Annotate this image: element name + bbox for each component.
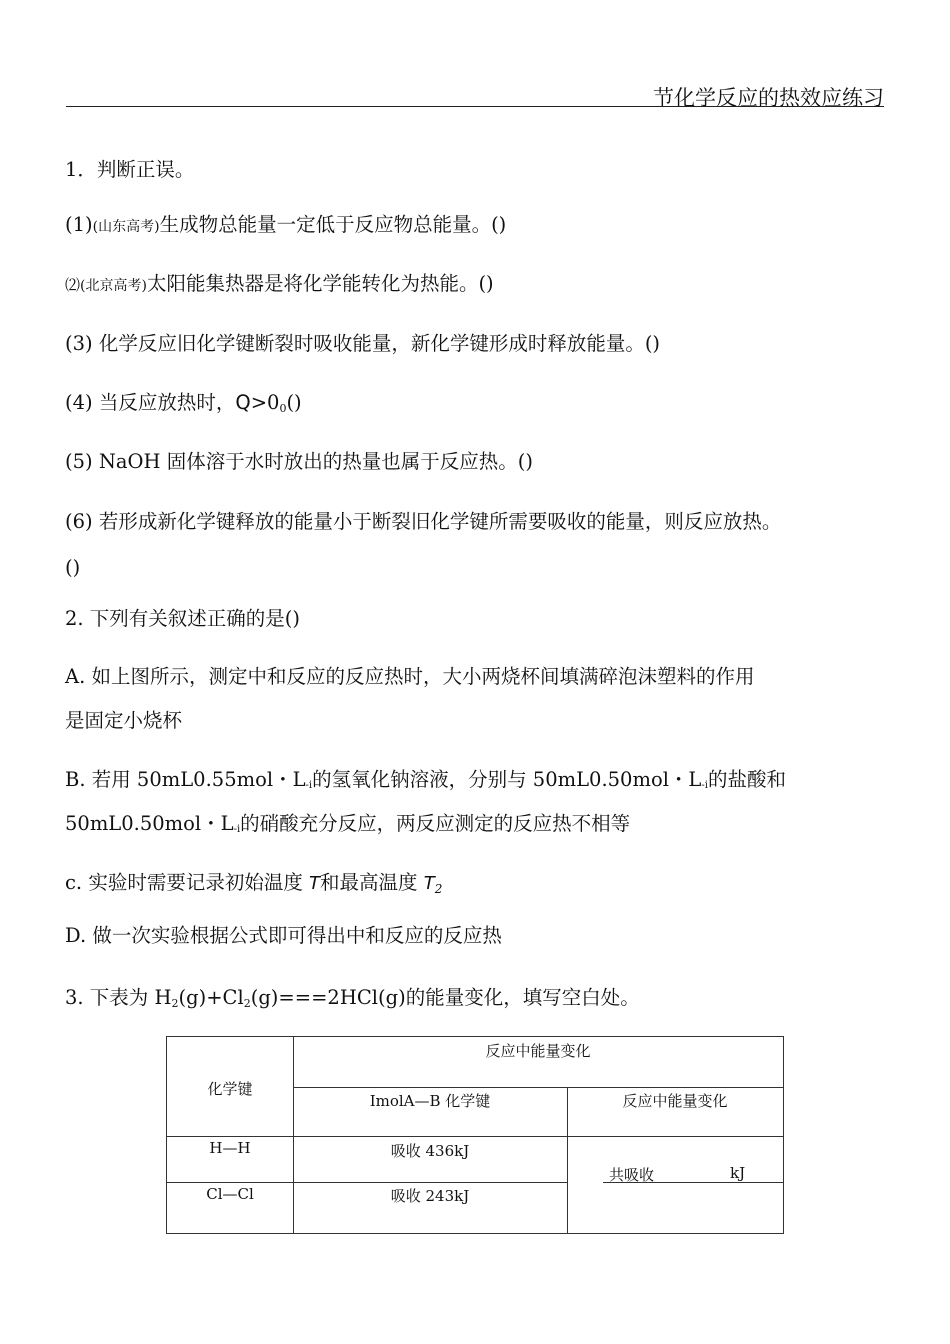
subheader-cell-per-mol: ImolA—B 化学键: [369, 1092, 491, 1110]
q1-item-6: (6) 若形成新化学键释放的能量小于断裂旧化学键所需要吸收的能量，则反应放热。: [65, 510, 782, 533]
table-row-bond: H—H: [209, 1139, 251, 1157]
table-row-value: 吸收 243kJ: [390, 1187, 470, 1205]
q2-title: 2. 下列有关叙述正确的是(): [65, 607, 301, 630]
table-divider: [167, 1136, 783, 1137]
q2-option-b-line1: B. 若用 50mL0.55mol・L-i的氢氧化钠溶液，分别与 50mL0.50mol・L-i的盐酸和: [65, 768, 786, 791]
subheader-cell-energy-change: 反应中能量变化: [622, 1092, 728, 1110]
q1-item-3: (3) 化学反应旧化学键断裂时吸收能量，新化学键形成时释放能量。(): [65, 332, 661, 355]
q1-item-4: (4) 当反应放热时，$Q>0_0()$: [65, 391, 302, 415]
document-header-title: 节化学反应的热效应练习: [653, 86, 884, 110]
fill-in-blank-line: [603, 1182, 783, 1183]
header-cell-energy-change: 反应中能量变化: [485, 1042, 591, 1060]
total-absorb-unit: kJ: [730, 1164, 746, 1182]
q1-title: 1．判断正误。: [65, 158, 195, 181]
energy-change-table: [166, 1036, 784, 1234]
q1-item-1: (1)(山东高考)生成物总能量一定低于反应物总能量。(): [65, 213, 507, 236]
q1-item-2: ⑵(北京高考)太阳能集热器是将化学能转化为热能。(): [65, 272, 494, 295]
header-divider: [66, 106, 884, 107]
q1-item-6-cont: (): [65, 556, 81, 579]
q2-option-a-line2: 是固定小烧杯: [65, 709, 183, 732]
q2-option-b-line2: 50mL0.50mol・L-i的硝酸充分反应，两反应测定的反应热不相等: [65, 812, 631, 835]
table-row-value: 吸收 436kJ: [390, 1142, 470, 1160]
table-divider: [293, 1087, 783, 1088]
header-cell-bond: 化学键: [207, 1080, 253, 1098]
q1-item-5: (5) NaOH 固体溶于水时放出的热量也属于反应热。(): [65, 450, 533, 473]
table-divider: [167, 1182, 567, 1183]
q2-option-d: D. 做一次实验根据公式即可得出中和反应的反应热: [65, 924, 502, 947]
source-tag: (北京高考): [80, 278, 147, 294]
source-tag: (山东高考): [92, 219, 160, 235]
table-row-bond: Cl—Cl: [206, 1185, 254, 1203]
q2-option-c: c. 实验时需要记录初始温度 T和最高温度 $T_2$: [65, 871, 443, 896]
q3-title: 3. 下表为 $H_2(g)+Cl_2(g)===2HCl(g)$的能量变化，填写空白处。: [65, 986, 640, 1010]
q2-option-a-line1: A. 如上图所示，测定中和反应的反应热时，大小两烧杯间填满碎泡沫塑料的作用: [65, 665, 755, 688]
total-absorb-label: 共吸收: [609, 1166, 655, 1184]
